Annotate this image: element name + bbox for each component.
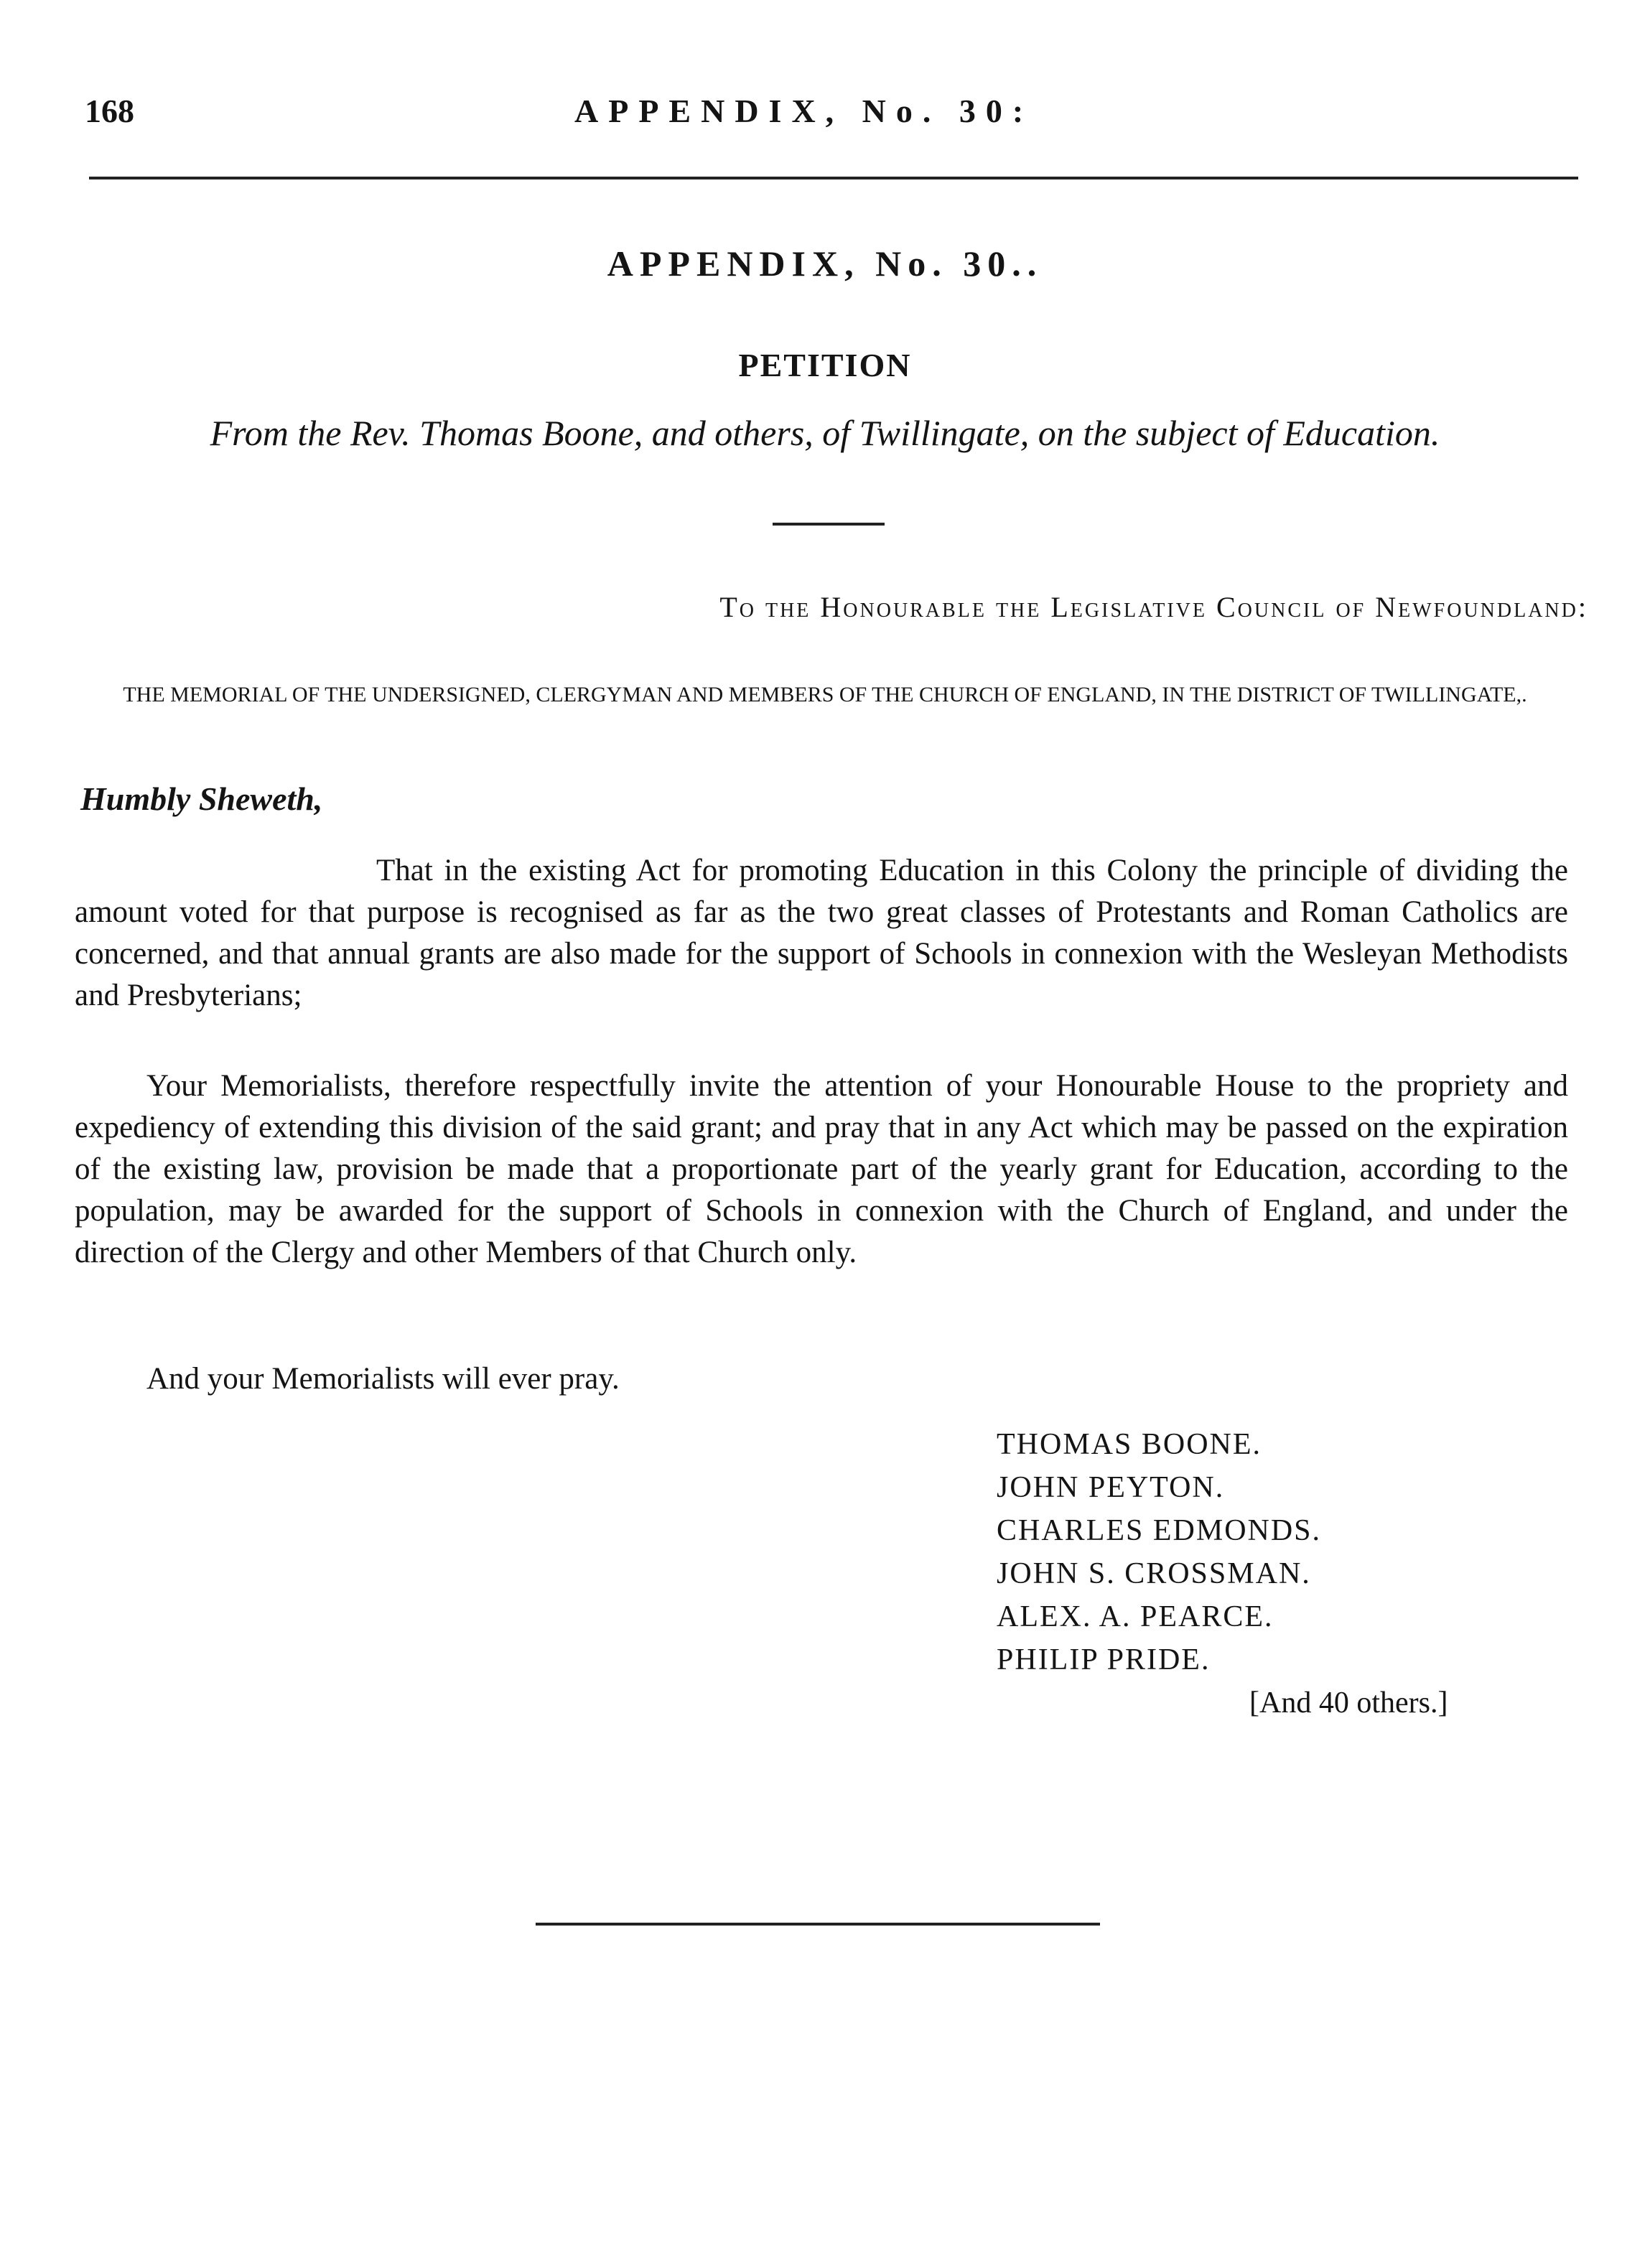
closing-line: And your Memorialists will ever pray. [146,1362,620,1396]
appendix-title: APPENDIX, No. 30.. [607,243,1043,284]
salutation: Humbly Sheweth, [80,780,323,817]
footer-rule [536,1923,1100,1926]
memorial-heading: THE MEMORIAL OF THE UNDERSIGNED, CLERGYMAN AND MEMBERS OF THE CHURCH OF ENGLAND, IN THE DISTRICT OF TWILLINGATE,. [123,683,1527,706]
header-rule [89,177,1578,179]
others-note: [And 40 others.] [1249,1686,1448,1719]
signatory-list [997,1423,1321,1681]
running-title: APPENDIX, No. 30: [574,93,1034,129]
petition-subtitle: From the Rev. Thomas Boone, and others, of Twillingate, on the subject of Education. [210,413,1440,453]
signatory: THOMAS BOONE. [997,1428,1262,1461]
section-divider [773,523,885,526]
signatory: ALEX. A. PEARCE. [997,1600,1274,1633]
page-number: 168 [85,93,134,129]
signatory: CHARLES EDMONDS. [997,1514,1322,1547]
paragraph-1: That in the existing Act for promoting Education in this Colony the principle of dividing the amount voted for that purpose is recognised as far as the two great classes of Protestants and Roman Catholics are concerned, and that annual grants are also made for the support of Schools in connexion with the Wesleyan Methodists and Presbyterians; [75,854,1568,1012]
signatory: JOHN PEYTON. [997,1471,1225,1504]
signatory: PHILIP PRIDE. [997,1643,1211,1676]
petition-title: PETITION [738,347,912,383]
address-line: To the Honourable the Legislative Council of Newfoundland: [719,591,1588,623]
paragraph-2: Your Memorialists, therefore respectfully invite the attention of your Honourable House to the propriety and expediency of extending this division of the said grant; and pray that in any Act which may be passed on the expiration of the existing law, provision be made that a proportionate part of the yearly grant for Education, according to the population, may be awarded for the support of Schools in connexion with the Church of England, and under the direction of the Clergy and other Members of that Church only. [75,1069,1568,1269]
signatory: JOHN S. CROSSMAN. [997,1557,1311,1590]
